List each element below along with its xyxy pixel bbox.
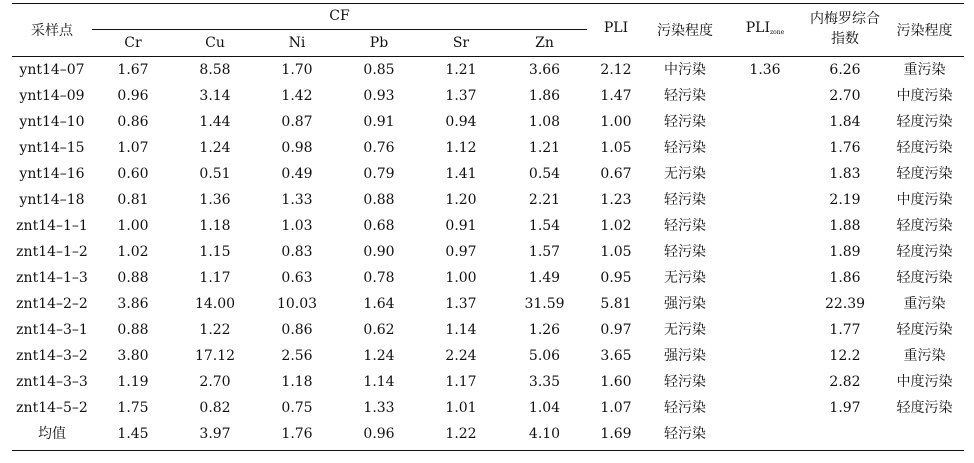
cell-level1: 轻污染	[664, 374, 706, 390]
cell-site: ynt14–15	[19, 140, 85, 156]
cell-level1: 无污染	[664, 270, 706, 286]
cell-pli: 1.05	[600, 140, 632, 156]
cell-plizone: 1.36	[749, 62, 781, 78]
cell-pli: 1.23	[600, 192, 632, 208]
cell-cu: 0.82	[199, 400, 231, 416]
header-nemerow	[805, 9, 885, 49]
cell-ni: 1.03	[281, 218, 313, 234]
cell-site: ynt14–09	[19, 88, 85, 104]
table-row	[12, 369, 964, 395]
cell-site: ynt14–18	[19, 192, 85, 208]
table-row	[12, 343, 964, 369]
cell-cr: 1.67	[117, 62, 149, 78]
cell-site: ynt14–16	[19, 166, 85, 182]
cell-nemerow: 2.70	[829, 88, 861, 104]
table-row	[12, 421, 964, 447]
cell-zn: 1.57	[528, 244, 561, 260]
cell-cu: 1.36	[199, 192, 231, 208]
cell-sr: 1.14	[445, 322, 477, 338]
cell-cr: 0.60	[117, 166, 149, 182]
cell-pb: 0.76	[363, 140, 395, 156]
cell-level1: 无污染	[664, 166, 706, 182]
cell-sr: 1.41	[445, 166, 477, 182]
cell-level2: 轻度污染	[896, 270, 953, 286]
table-row	[12, 213, 964, 239]
cf-sub-rule	[92, 29, 587, 30]
cell-pli: 0.97	[600, 322, 632, 338]
cell-site: 均值	[38, 426, 66, 442]
cell-ni: 0.98	[281, 140, 313, 156]
table-row	[12, 83, 964, 109]
cell-site: znt14–3–3	[16, 374, 88, 390]
header-cf: CF	[329, 8, 350, 24]
cell-level1: 轻污染	[664, 426, 706, 442]
cell-level1: 轻污染	[664, 88, 706, 104]
table-row	[12, 265, 964, 291]
cell-zn: 1.21	[528, 140, 561, 156]
cell-cu: 2.70	[199, 374, 231, 390]
header-nemerow-line1: 内梅罗综合	[810, 11, 880, 27]
cell-sr: 1.12	[445, 140, 477, 156]
cell-sr: 1.37	[445, 296, 477, 312]
cell-nemerow: 12.2	[829, 348, 861, 364]
cell-pli: 1.69	[600, 426, 632, 442]
header-ni: Ni	[288, 35, 306, 51]
cell-nemerow: 1.83	[829, 166, 861, 182]
table-row	[12, 187, 964, 213]
cell-nemerow: 1.88	[829, 218, 861, 234]
header-pli: PLI	[603, 20, 629, 36]
table-top-rule	[12, 3, 964, 4]
cell-cr: 1.45	[117, 426, 149, 442]
cell-level2: 重污染	[903, 348, 946, 364]
table-bottom-rule	[12, 450, 964, 451]
cell-level1: 强污染	[664, 348, 706, 364]
cell-ni: 1.70	[281, 62, 313, 78]
cell-nemerow: 1.76	[829, 140, 861, 156]
cell-pli: 1.00	[600, 114, 632, 130]
cell-cu: 3.14	[199, 88, 231, 104]
cell-pb: 0.78	[363, 270, 395, 286]
cell-site: ynt14–10	[19, 114, 85, 130]
cell-level2: 中度污染	[896, 88, 953, 104]
cell-zn: 1.26	[528, 322, 561, 338]
cell-pli: 2.12	[600, 62, 632, 78]
table-row	[12, 135, 964, 161]
cell-pb: 0.62	[363, 322, 395, 338]
cell-zn: 1.86	[528, 88, 561, 104]
cell-level2: 重污染	[903, 62, 946, 78]
cell-site: znt14–2–2	[16, 296, 88, 312]
cell-ni: 1.18	[281, 374, 313, 390]
cell-ni: 0.63	[281, 270, 313, 286]
cell-pb: 0.88	[363, 192, 395, 208]
cell-nemerow: 1.86	[829, 270, 861, 286]
cell-level1: 中污染	[664, 62, 706, 78]
cell-cr: 0.96	[117, 88, 149, 104]
cell-level1: 轻污染	[664, 140, 706, 156]
cell-cu: 17.12	[194, 348, 236, 364]
cell-pli: 0.67	[600, 166, 632, 182]
cell-pli: 1.07	[600, 400, 632, 416]
cell-pli: 5.81	[600, 296, 632, 312]
cell-site: znt14–1–1	[16, 218, 88, 234]
cell-sr: 1.17	[445, 374, 477, 390]
cell-cu: 1.44	[199, 114, 231, 130]
cell-level1: 轻污染	[664, 400, 706, 416]
cell-sr: 1.21	[445, 62, 477, 78]
header-pb: Pb	[369, 35, 389, 51]
cell-sr: 1.00	[445, 270, 477, 286]
table-row	[12, 161, 964, 187]
cell-site: znt14–3–1	[16, 322, 88, 338]
cell-nemerow: 2.82	[829, 374, 861, 390]
table-row	[12, 57, 964, 83]
cell-ni: 0.49	[281, 166, 313, 182]
cell-ni: 0.75	[281, 400, 313, 416]
cell-nemerow: 1.97	[829, 400, 861, 416]
cell-ni: 0.87	[281, 114, 313, 130]
cell-ni: 0.86	[281, 322, 313, 338]
cell-ni: 0.83	[281, 244, 313, 260]
cell-zn: 1.08	[528, 114, 561, 130]
cell-pli: 1.02	[600, 218, 632, 234]
cell-nemerow: 6.26	[829, 62, 861, 78]
cell-level2: 轻度污染	[896, 140, 953, 156]
cell-level1: 轻污染	[664, 244, 706, 260]
cell-level1: 无污染	[664, 322, 706, 338]
table-row	[12, 291, 964, 317]
cell-cr: 1.02	[117, 244, 149, 260]
cell-zn: 5.06	[528, 348, 561, 364]
cell-cr: 0.88	[117, 270, 149, 286]
table-row	[12, 109, 964, 135]
header-pollution-level-2: 污染程度	[896, 23, 953, 39]
cell-cr: 3.86	[117, 296, 149, 312]
header-sr: Sr	[452, 35, 470, 51]
cell-pb: 0.91	[363, 114, 395, 130]
cell-ni: 1.33	[281, 192, 313, 208]
cell-site: znt14–1–3	[16, 270, 88, 286]
cell-zn: 31.59	[524, 296, 565, 312]
header-nemerow-line2: 指数	[831, 31, 859, 47]
cell-level1: 轻污染	[664, 192, 706, 208]
cell-nemerow: 1.77	[829, 322, 861, 338]
cell-pb: 1.64	[363, 296, 395, 312]
cell-ni: 1.42	[281, 88, 313, 104]
header-site: 采样点	[31, 23, 73, 39]
cell-pb: 1.14	[363, 374, 395, 390]
header-zn: Zn	[535, 35, 554, 51]
cell-nemerow: 2.19	[829, 192, 861, 208]
table-row	[12, 317, 964, 343]
cell-cu: 3.97	[199, 426, 231, 442]
cell-pb: 0.68	[363, 218, 395, 234]
cell-level2: 重污染	[903, 296, 946, 312]
cell-level1: 轻污染	[664, 114, 706, 130]
header-cu: Cu	[205, 35, 225, 51]
cell-level2: 轻度污染	[896, 322, 953, 338]
cell-site: ynt14–07	[19, 62, 85, 78]
cell-ni: 1.76	[281, 426, 313, 442]
cell-cu: 1.24	[199, 140, 231, 156]
header-pli-zone-main: PLI	[745, 20, 771, 36]
cell-nemerow: 1.84	[829, 114, 861, 130]
cell-sr: 0.97	[445, 244, 477, 260]
cell-level2: 中度污染	[896, 192, 953, 208]
cell-cu: 1.17	[199, 270, 231, 286]
cell-cr: 1.19	[117, 374, 149, 390]
cell-cr: 1.07	[117, 140, 149, 156]
cell-site: znt14–3–2	[16, 348, 88, 364]
cell-pli: 0.95	[600, 270, 632, 286]
cell-zn: 2.21	[528, 192, 561, 208]
cell-zn: 1.49	[528, 270, 561, 286]
cell-sr: 1.01	[445, 400, 477, 416]
cell-pb: 0.85	[363, 62, 395, 78]
cell-pli: 1.60	[600, 374, 632, 390]
cell-site: znt14–1–2	[16, 244, 88, 260]
cell-level2: 中度污染	[896, 374, 953, 390]
cell-level2: 轻度污染	[896, 400, 953, 416]
cell-level1: 轻污染	[664, 218, 706, 234]
cell-pli: 1.05	[600, 244, 632, 260]
table-row	[12, 395, 964, 421]
cell-level2: 轻度污染	[896, 114, 953, 130]
cell-pb: 0.79	[363, 166, 395, 182]
header-pollution-level-1: 污染程度	[657, 23, 713, 39]
cell-cu: 1.18	[199, 218, 231, 234]
cell-pb: 0.93	[363, 88, 395, 104]
cell-cr: 0.86	[117, 114, 149, 130]
cell-nemerow: 22.39	[824, 296, 866, 312]
cell-zn: 1.04	[528, 400, 561, 416]
cell-ni: 10.03	[276, 296, 318, 312]
cell-sr: 0.94	[445, 114, 477, 130]
cell-ni: 2.56	[281, 348, 313, 364]
cell-level1: 强污染	[664, 296, 706, 312]
cell-level2: 轻度污染	[896, 218, 953, 234]
cell-zn: 4.10	[528, 426, 561, 442]
cell-pb: 0.96	[363, 426, 395, 442]
header-pli-zone	[725, 20, 805, 36]
cell-zn: 0.54	[528, 166, 561, 182]
cell-sr: 0.91	[445, 218, 477, 234]
cell-site: znt14–5–2	[16, 400, 88, 416]
cell-level2: 轻度污染	[896, 166, 953, 182]
cell-sr: 1.22	[445, 426, 477, 442]
cell-cu: 0.51	[199, 166, 231, 182]
cell-cr: 3.80	[117, 348, 149, 364]
cell-cr: 1.00	[117, 218, 149, 234]
cell-pb: 0.90	[363, 244, 395, 260]
cell-pli: 3.65	[600, 348, 632, 364]
cell-cu: 1.15	[199, 244, 231, 260]
cell-cr: 0.81	[117, 192, 149, 208]
cell-nemerow: 1.89	[829, 244, 861, 260]
cell-cu: 8.58	[199, 62, 231, 78]
cell-zn: 1.54	[528, 218, 561, 234]
cell-zn: 3.35	[528, 374, 561, 390]
table-row	[12, 239, 964, 265]
cell-pb: 1.24	[363, 348, 395, 364]
header-cr: Cr	[124, 35, 142, 51]
cell-level2: 轻度污染	[896, 244, 953, 260]
cell-cr: 0.88	[117, 322, 149, 338]
cell-zn: 3.66	[528, 62, 561, 78]
cell-sr: 1.37	[445, 88, 477, 104]
cell-sr: 2.24	[445, 348, 477, 364]
cell-cu: 1.22	[199, 322, 231, 338]
cell-sr: 1.20	[445, 192, 477, 208]
cell-pli: 1.47	[600, 88, 632, 104]
header-pli-zone-sub: zone	[770, 29, 785, 36]
cell-pb: 1.33	[363, 400, 395, 416]
cell-cu: 14.00	[194, 296, 236, 312]
cell-cr: 1.75	[117, 400, 149, 416]
